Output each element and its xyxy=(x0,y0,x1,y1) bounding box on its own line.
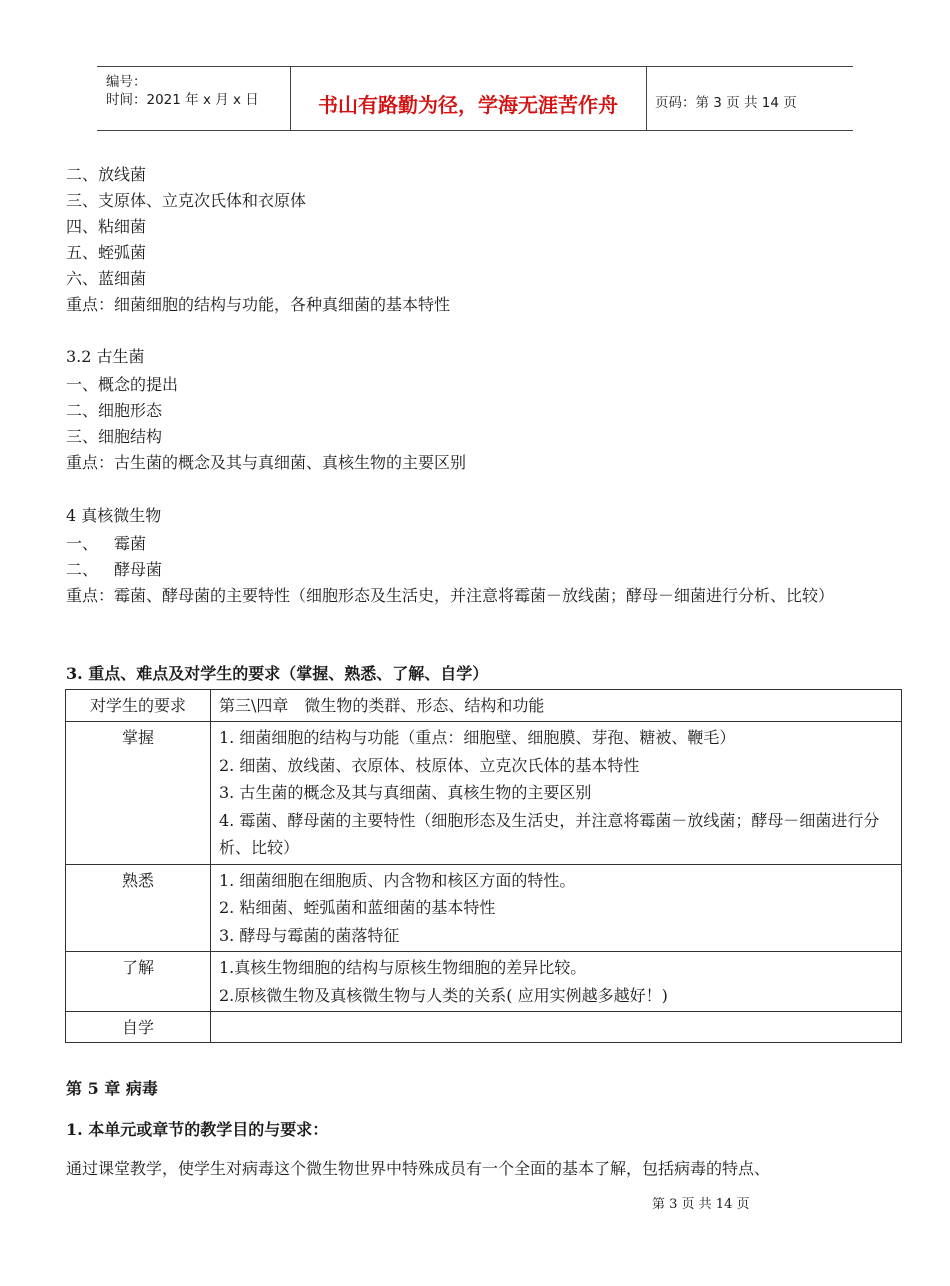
chapter-body: 通过课堂教学，使学生对病毒这个微生物世界中特殊成员有一个全面的基本了解，包括病毒的特点、 xyxy=(66,1159,771,1178)
requirement-line: 2. 细菌、放线菌、衣原体、枝原体、立克次氏体的基本特性 xyxy=(219,755,640,775)
row-label: 了解 xyxy=(66,952,211,1012)
row-content xyxy=(211,1012,902,1043)
list-item: 一、概念的提出 xyxy=(66,375,179,394)
list-number: 二、 xyxy=(66,560,99,579)
list-item: 三、支原体、立克次氏体和衣原体 xyxy=(66,191,307,210)
row-label: 自学 xyxy=(66,1012,211,1043)
page-header xyxy=(97,66,853,131)
requirement-line: 3. 酵母与霉菌的菌落特征 xyxy=(219,925,400,945)
page-number: 第 3 页 共 14 页 xyxy=(652,1197,750,1212)
requirement-line: 1.真核生物细胞的结构与原核生物细胞的差异比较。 xyxy=(219,958,587,977)
list-item: 四、粘细菌 xyxy=(66,217,147,236)
requirements-heading: 3. 重点、难点及对学生的要求（掌握、熟悉、了解、自学） xyxy=(66,664,489,683)
list-text: 酵母菌 xyxy=(114,560,163,579)
list-item: 五、蛭弧菌 xyxy=(66,243,147,262)
table-row xyxy=(66,722,902,865)
row-label: 掌握 xyxy=(66,722,211,865)
list-item: 三、细胞结构 xyxy=(66,427,163,446)
table-row xyxy=(66,952,902,1012)
section-title: 3.2 古生菌 xyxy=(66,347,145,366)
table-header-cell: 第三\四章 微生物的类群、形态、结构和功能 xyxy=(211,690,902,722)
list-item: 二、放线菌 xyxy=(66,165,147,184)
requirement-line: 4. 霉菌、酵母菌的主要特性（细胞形态及生活史，并注意将霉菌－放线菌；酵母－细菌进行分析、比较） xyxy=(219,810,880,857)
list-item: 二、细胞形态 xyxy=(66,401,163,420)
header-motto-cell xyxy=(290,67,647,130)
time-label: 时间：2021 年 x 月 x 日 xyxy=(106,92,259,108)
table-row xyxy=(66,1012,902,1043)
requirement-line: 2.原核微生物及真核微生物与人类的关系( 应用实例越多越好！) xyxy=(219,985,668,1005)
table-row xyxy=(66,864,902,952)
chapter-title: 第 5 章 病毒 xyxy=(66,1079,158,1098)
header-info-cell xyxy=(97,67,291,130)
focus-note: 重点：霉菌、酵母菌的主要特性（细胞形态及生活史，并注意将霉菌－放线菌；酵母－细菌进行分析、比较） xyxy=(66,586,835,605)
requirement-line: 3. 古生菌的概念及其与真细菌、真核生物的主要区别 xyxy=(219,783,592,802)
requirement-line: 1. 细菌细胞的结构与功能（重点：细胞壁、细胞膜、芽孢、糖被、鞭毛） xyxy=(219,728,736,747)
chapter-subtitle: 1. 本单元或章节的教学目的与要求： xyxy=(66,1120,329,1139)
requirements-table xyxy=(65,689,902,1043)
row-content xyxy=(211,864,902,952)
list-item: 六、蓝细菌 xyxy=(66,269,147,288)
focus-note: 重点：细菌细胞的结构与功能，各种真细菌的基本特性 xyxy=(66,295,451,314)
list-item xyxy=(66,560,162,580)
row-content xyxy=(211,952,902,1012)
list-text: 霉菌 xyxy=(114,534,147,553)
row-label: 熟悉 xyxy=(66,864,211,952)
serial-number-label: 编号： xyxy=(106,74,147,90)
header-page-cell xyxy=(646,67,853,130)
section-title: 4 真核微生物 xyxy=(66,506,162,525)
list-item xyxy=(66,534,146,554)
table-row xyxy=(66,690,902,722)
requirement-line: 2. 粘细菌、蛭弧菌和蓝细菌的基本特性 xyxy=(219,898,496,917)
list-number: 一、 xyxy=(66,534,99,553)
row-content xyxy=(211,722,902,865)
motto-text: 书山有路勤为径，学海无涯苦作舟 xyxy=(318,93,618,117)
requirement-line: 1. 细菌细胞在细胞质、内含物和核区方面的特性。 xyxy=(219,870,576,890)
table-header-cell: 对学生的要求 xyxy=(66,690,211,722)
page-code: 页码：第 3 页 共 14 页 xyxy=(655,95,797,111)
focus-note: 重点：古生菌的概念及其与真细菌、真核生物的主要区别 xyxy=(66,453,467,472)
